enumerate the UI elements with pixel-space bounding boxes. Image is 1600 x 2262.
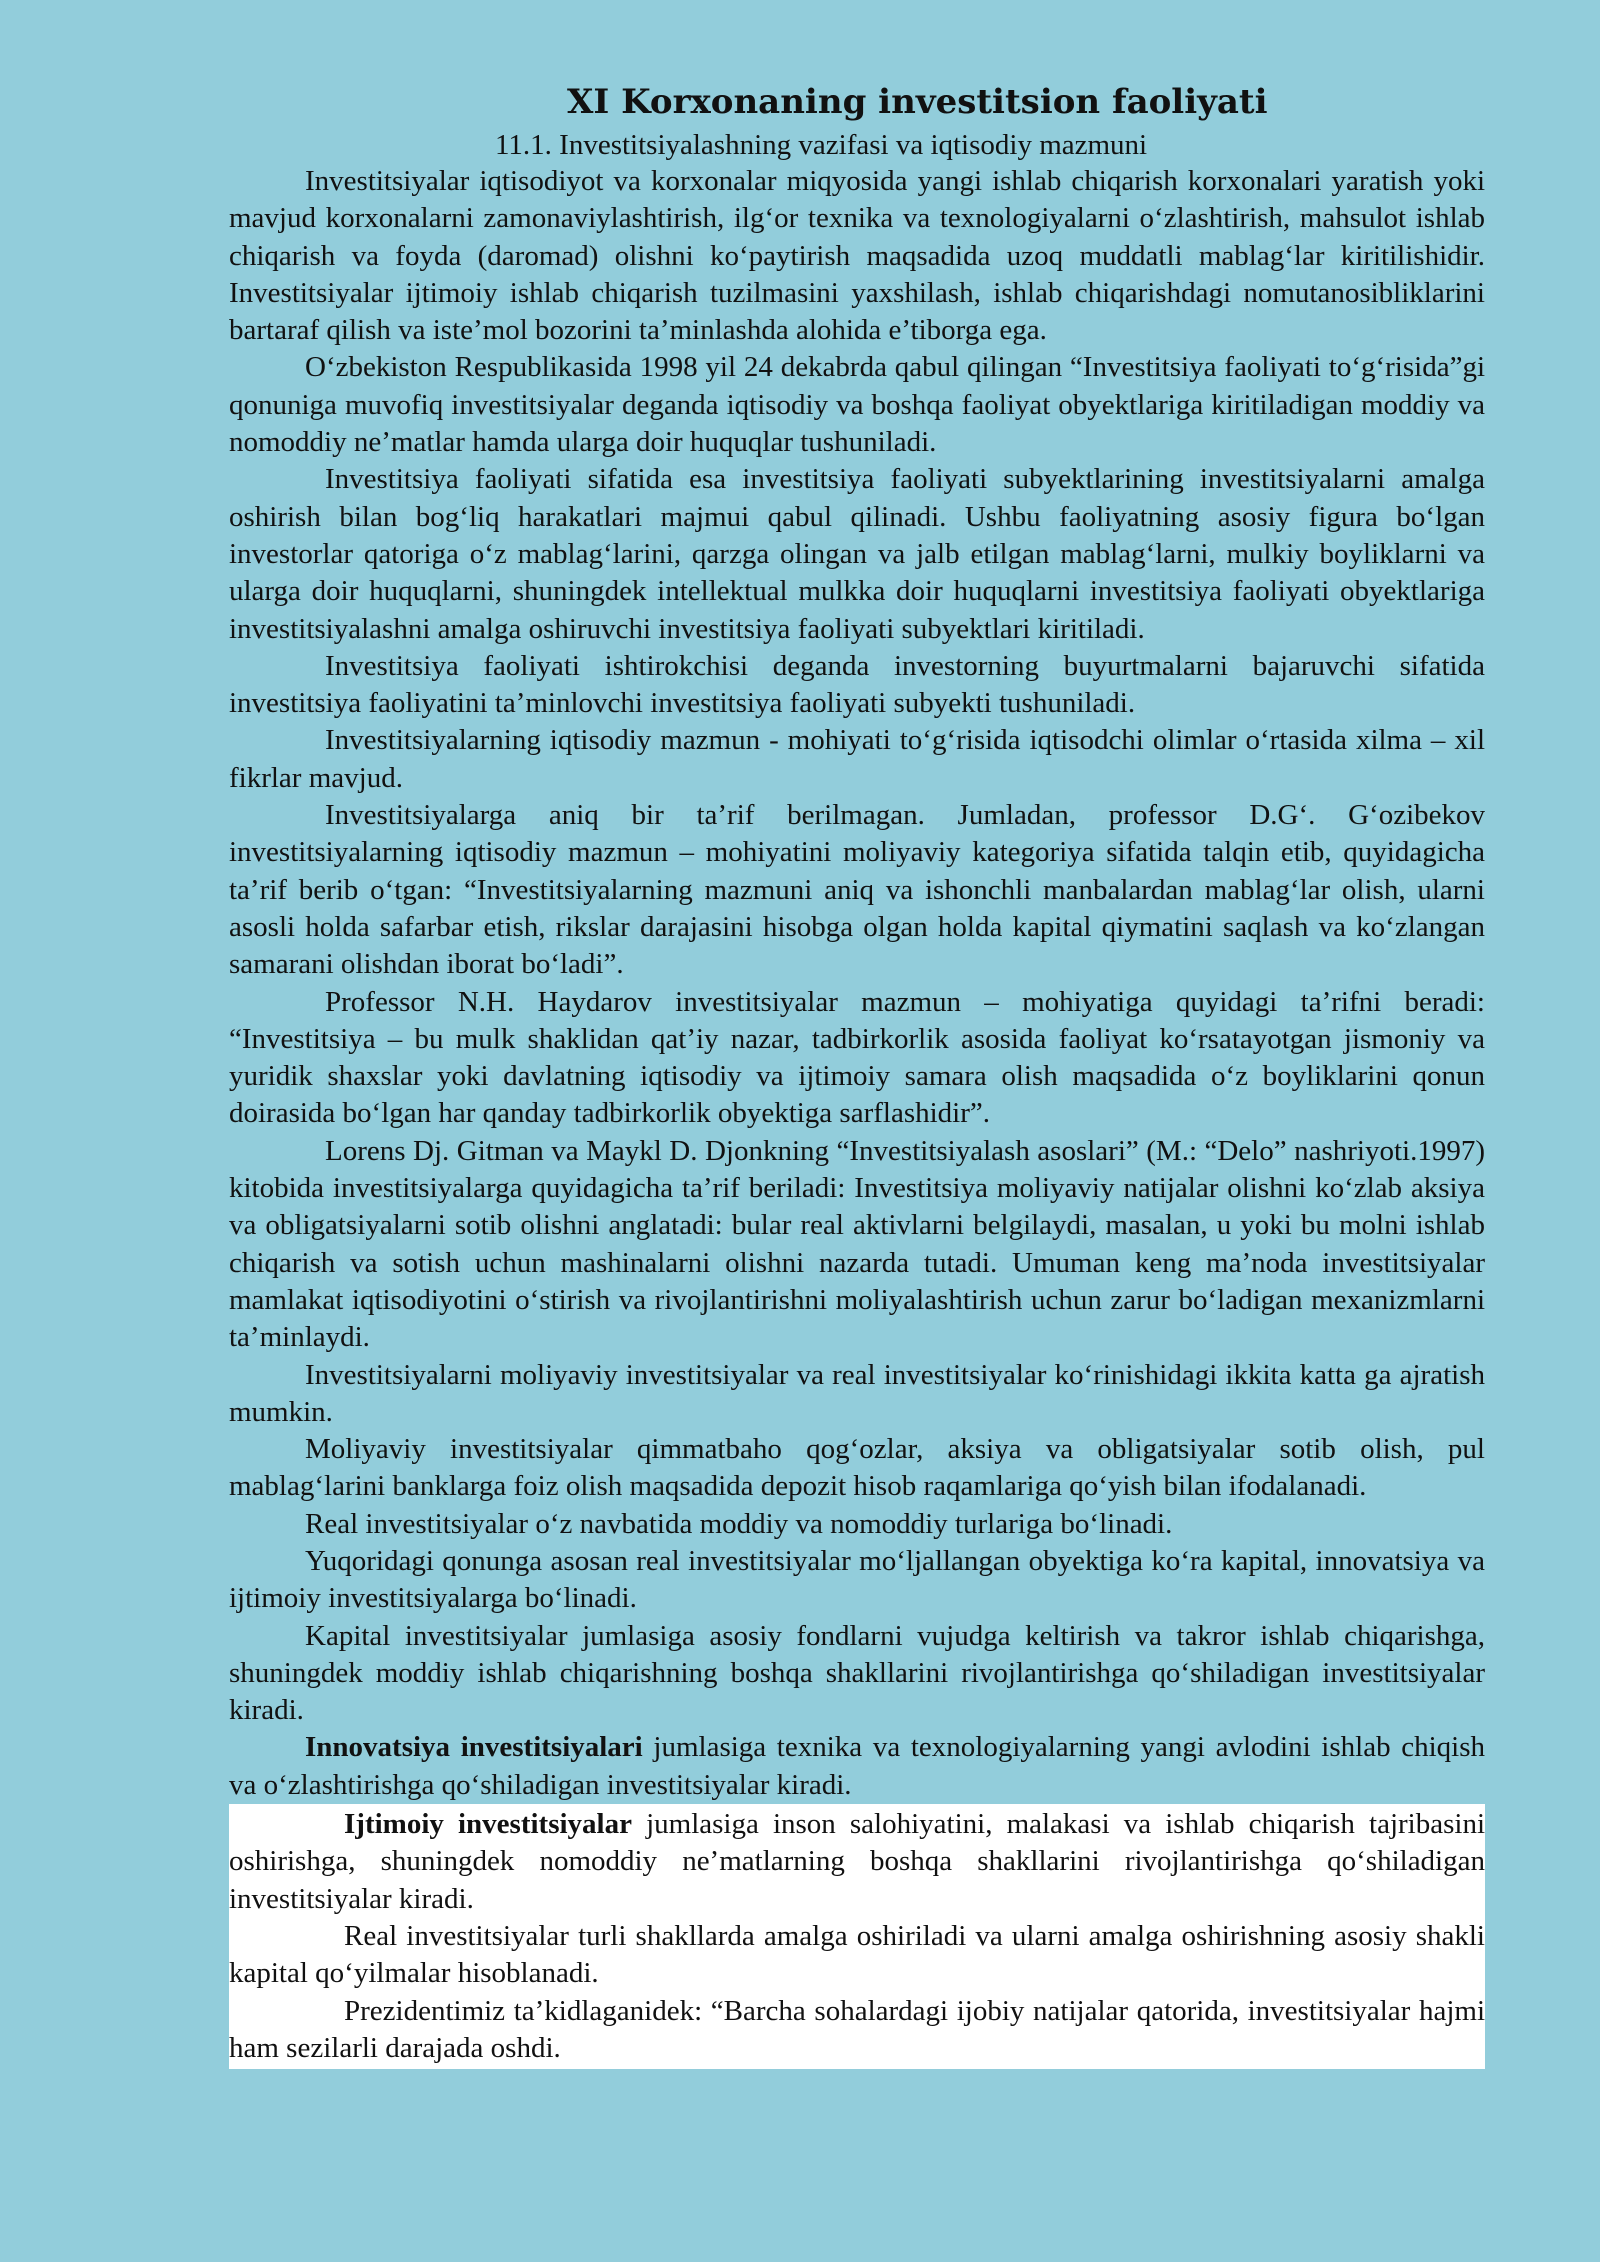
- paragraph-13: Kapital investitsiyalar jumlasiga asosiy fondlarni vujudga keltirish va takror ishlab chiqarishga, shuningdek moddiy ishlab chiqarishning boshqa shakllarini rivojlantirishga qo‘shiladigan investitsiyalar kiradi.: [229, 1619, 1485, 1727]
- chapter-title: XI Korxonaning investitsion faoliyati: [567, 82, 1268, 122]
- paragraph-12: Yuqoridagi qonunga asosan real investitsiyalar mo‘ljallangan obyektiga ko‘ra kapital, innovatsiya va ijtimoiy investitsiyalarga bo‘linadi.: [229, 1544, 1485, 1615]
- paragraph-president: Prezidentimiz ta’kidlaganidek: “Barcha sohalardagi ijobiy natijalar qatorida, investitsiyalar hajmi ham sezilarli darajada oshdi.: [229, 1994, 1485, 2064]
- paragraph-6: Investitsiyalarga aniq bir ta’rif berilmagan. Jumladan, professor D.G‘. G‘ozibekov investitsiyalarning iqtisodiy mazmun – mohiyatini moliyaviy kategoriya sifatida talqin etib, quyidagicha ta’rif berib o‘tgan: “Investitsiyalarning mazmuni aniq va ishonchli manbalardan mablag‘lar olish, ularni asosli holda safarbar etish, rikslar darajasini hisobga olgan holda kapital qiymatini saqlash va ko‘zlangan samarani olishdan iborat bo‘ladi”.: [229, 799, 1485, 981]
- term-innovation: Innovatsiya investitsiyalari: [305, 1731, 643, 1764]
- paragraph-real-forms: Real investitsiyalar turli shakllarda amalga oshiriladi va ularni amalga oshirishning asosiy shakli kapital qo‘yilmalar hisoblanadi.: [229, 1919, 1485, 1990]
- paragraph-7: Professor N.H. Haydarov investitsiyalar mazmun – mohiyatiga quyidagi ta’rifni beradi: “Investitsiya – bu mulk shaklidan qat’iy nazar, tadbirkorlik asosida faoliyat ko‘rsatayotgan jismoniy va yuridik shaxslar yoki davlatning iqtisodiy va ijtimoiy samara olish maqsadida o‘z boyliklarini qonun doirasida bo‘lgan har qanday tadbirkorlik obyektiga sarflashidir”.: [229, 985, 1485, 1130]
- paragraph-innovation: [229, 1729, 1485, 1804]
- paragraph-social: [229, 1806, 1485, 1918]
- paragraph-9: Investitsiyalarni moliyaviy investitsiyalar va real investitsiyalar ko‘rinishidagi ikkita katta ga ajratish mumkin.: [229, 1358, 1485, 1428]
- term-social: Ijtimoiy investitsiyalar: [344, 1808, 632, 1841]
- paragraph-8: Lorens Dj. Gitman va Maykl D. Djonkning “Investitsiyalash asoslari” (M.: “Delo” nashriyoti.1997) kitobida investitsiyalarga quyidagicha ta’rif beriladi: Investitsiya moliyaviy natijalar olishni ko‘zlab aksiya va obligatsiyalarni sotib olishni anglatadi: bular real aktivlarni belgilaydi, masalan, u yoki bu molni ishlab chiqarish va sotish uchun mashinalarni olishni nazarda tutadi. Umuman keng ma’noda investitsiyalar mamlakat iqtisodiyotini o‘stirish va rivojlantirishni moliyalashtirish uchun zarur bo‘ladigan mexanizmlarni ta’minlaydi.: [229, 1134, 1485, 1354]
- paragraph-2: O‘zbekiston Respublikasida 1998 yil 24 dekabrda qabul qilingan “Investitsiya faoliyati to‘g‘risida”gi qonuniga muvofiq investitsiyalar deganda iqtisodiy va boshqa faoliyat obyektlariga kiritiladigan moddiy va nomoddiy ne’matlar hamda ularga doir huquqlar tushuniladi.: [229, 351, 1485, 459]
- paragraph-10: Moliyaviy investitsiyalar qimmatbaho qog‘ozlar, aksiya va obligatsiyalar sotib olish, pul mablag‘larini banklarga foiz olish maqsadida depozit hisob raqamlariga qo‘yish bilan ifodalanadi.: [229, 1433, 1485, 1503]
- paragraph-3: Investitsiya faoliyati sifatida esa investitsiya faoliyati subyektlarining investitsiyalarni amalga oshirish bilan bog‘liq harakatlari majmui qabul qilinadi. Ushbu faoliyatning asosiy figura bo‘lgan investorlar qatoriga o‘z mablag‘larini, qarzga olingan va jalb etilgan mablag‘larni, mulkiy boyliklarni va ularga doir huquqlarni, shuningdek intellektual mulkka doir huquqlarni investitsiya faoliyati obyektlariga investitsiyalashni amalga oshiruvchi investitsiya faoliyati subyektlari kiritiladi.: [229, 463, 1485, 645]
- highlighted-block: [229, 1804, 1485, 2069]
- paragraph-5: Investitsiyalarning iqtisodiy mazmun - mohiyati to‘g‘risida iqtisodchi olimlar o‘rtasida xilma – xil fikrlar mavjud.: [229, 724, 1485, 794]
- social-definition: jumlasiga inson salohiyatini, malakasi va ishlab chiqarish tajribasini oshirishga, shuningdek nomoddiy ne’matlarning boshqa shakllarini rivojlantirishga qo‘shiladigan investitsiyalar kiradi.: [229, 1808, 1485, 1915]
- section-subtitle: 11.1. Investitsiyalashning vazifasi va iqtisodiy mazmuni: [495, 129, 1148, 161]
- paragraph-4: Investitsiya faoliyati ishtirokchisi deganda investorning buyurtmalarni bajaruvchi sifatida investitsiya faoliyatini ta’minlovchi investitsiya faoliyati subyekti tushuniladi.: [229, 649, 1485, 720]
- paragraph-11: Real investitsiyalar o‘z navbatida moddiy va nomoddiy turlariga bo‘linadi.: [305, 1507, 1173, 1540]
- paragraph-1: Investitsiyalar iqtisodiyot va korxonalar miqyosida yangi ishlab chiqarish korxonalari yaratish yoki mavjud korxonalarni zamonaviylashtirish, ilg‘or texnika va texnologiyalarni o‘zlashtirish, mahsulot ishlab chiqarish va foyda (daromad) olishni ko‘paytirish maqsadida uzoq muddatli mablag‘lar kiritilishidir. Investitsiyalar ijtimoiy ishlab chiqarish tuzilmasini yaxshilash, ishlab chiqarishdagi nomutanosibliklarini bartaraf qilish va iste’mol bozorini ta’minlashda alohida e’tiborga ega.: [229, 165, 1485, 347]
- innovation-definition: jumlasiga texnika va texnologiyalarning yangi avlodini ishlab chiqish va o‘zlashtirishga qo‘shiladigan investitsiyalar kiradi.: [229, 1731, 1486, 1801]
- document-page: [229, 76, 1485, 2069]
